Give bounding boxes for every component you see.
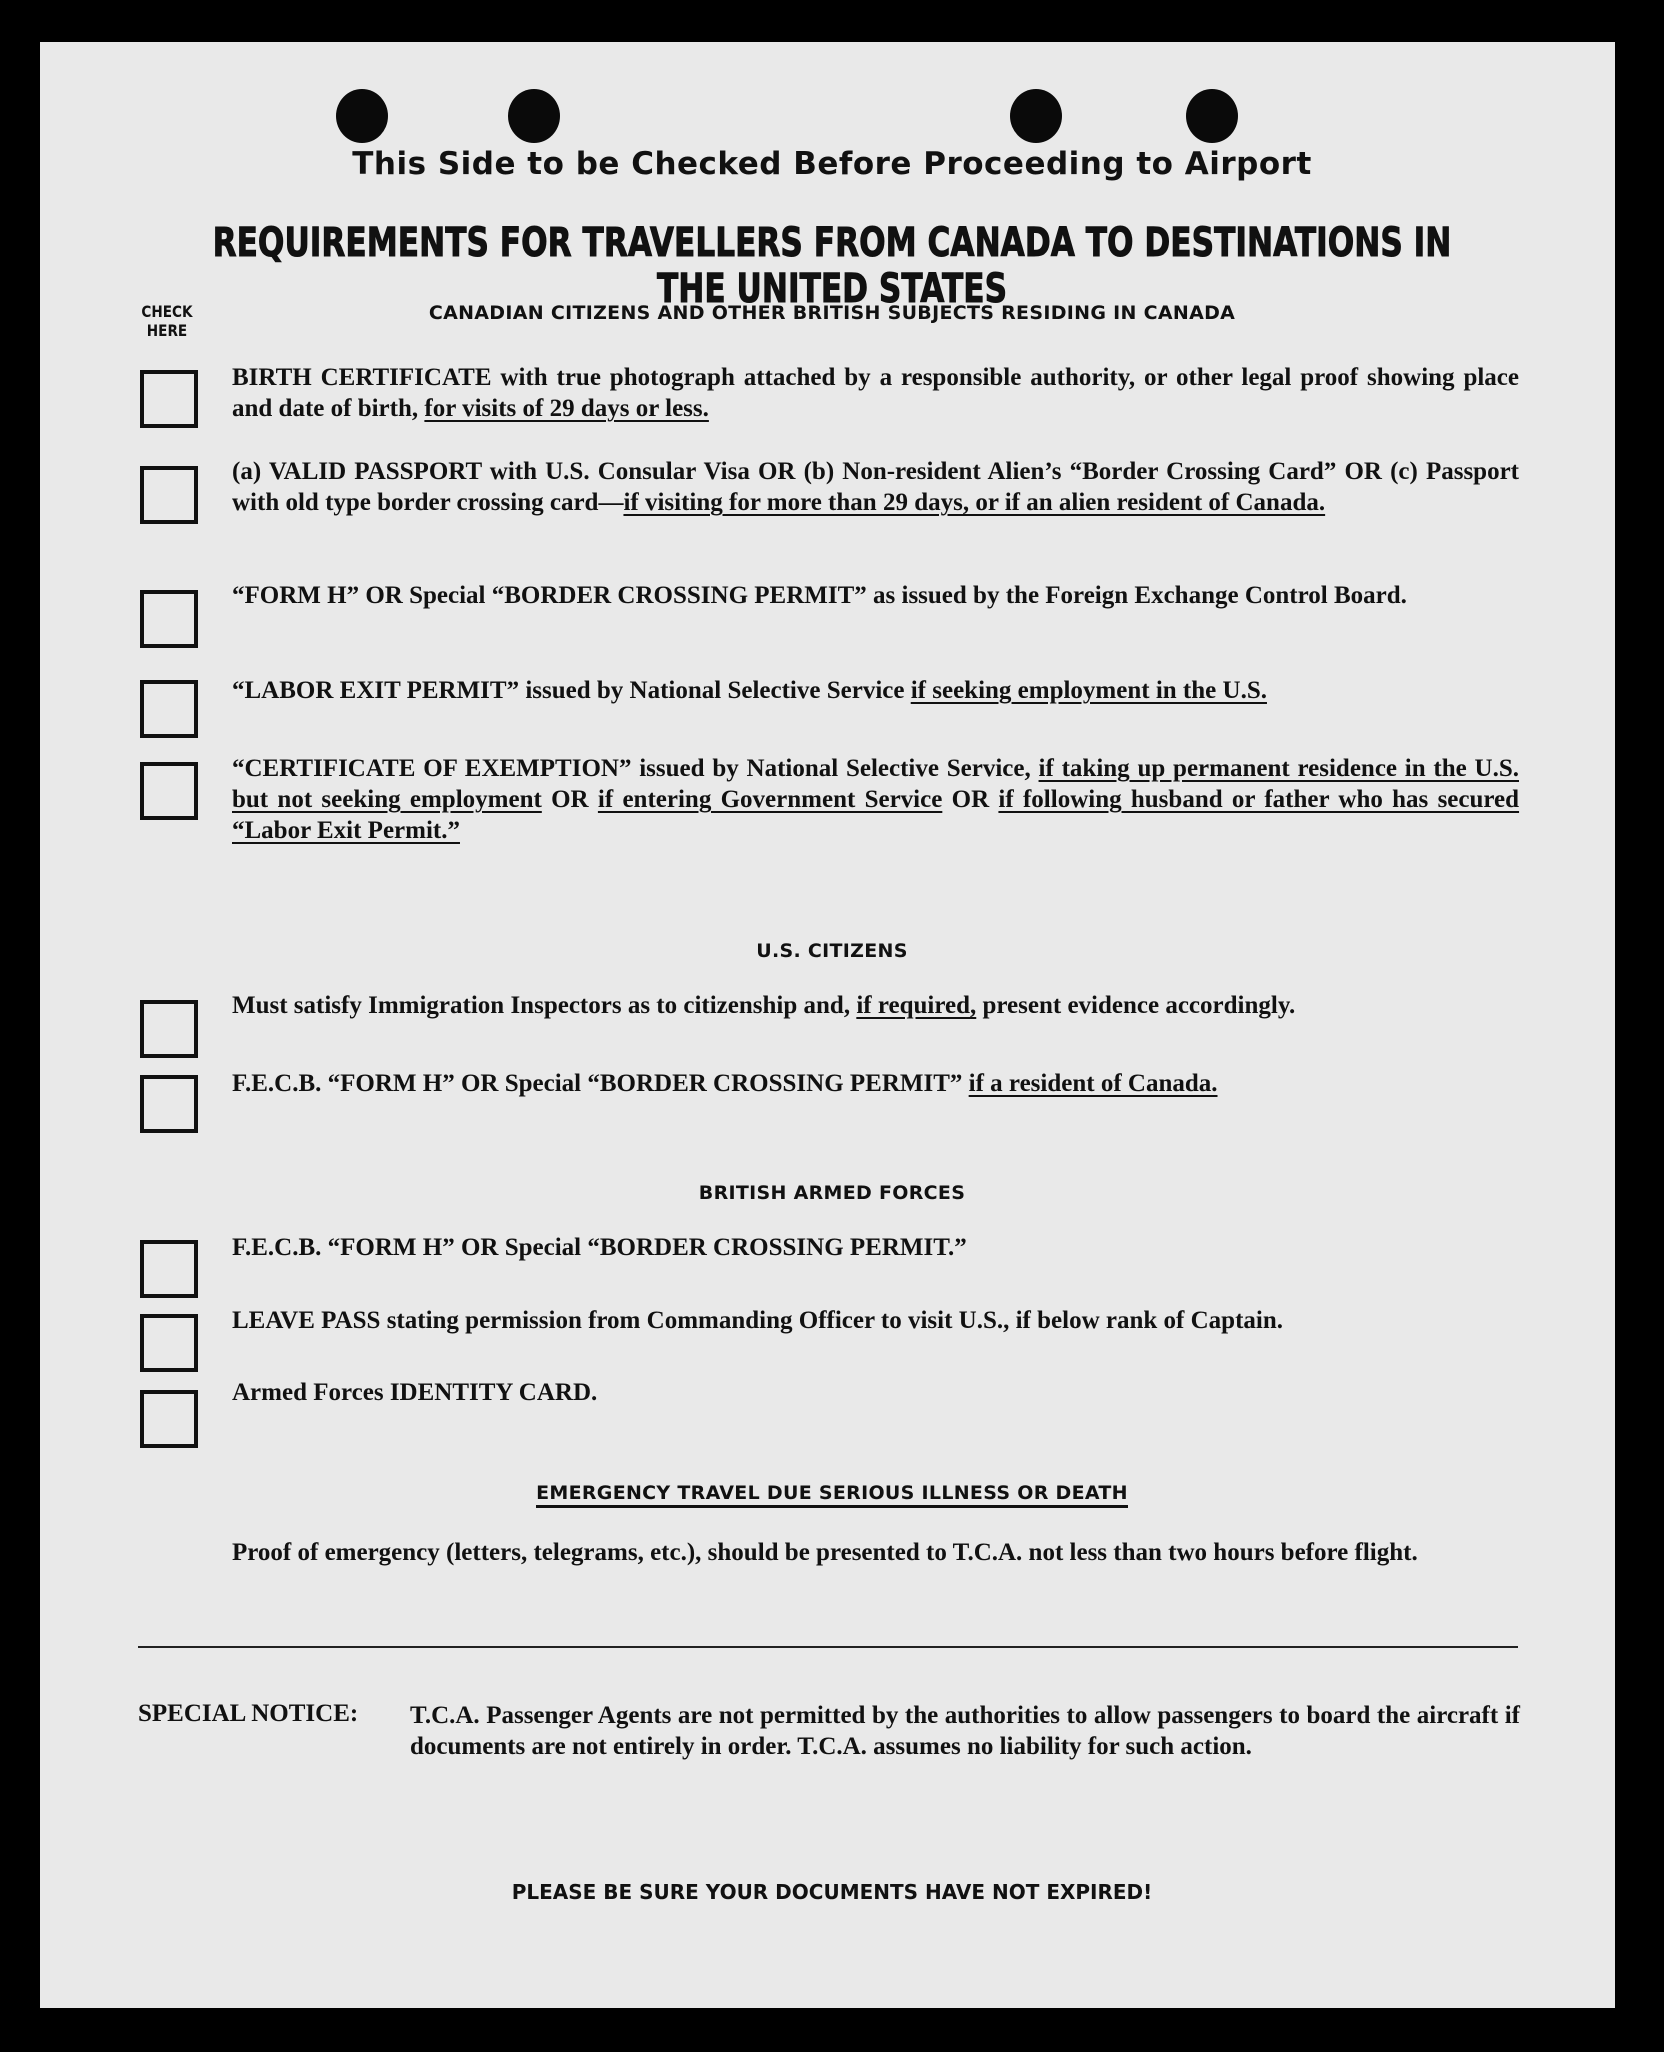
punch-hole — [508, 89, 560, 143]
text-segment: OR — [757, 458, 796, 485]
requirement-checkbox[interactable] — [140, 1000, 198, 1058]
underlined-text: if entering Government Service — [597, 786, 943, 813]
requirement-text — [232, 1068, 1519, 1099]
requirement-checkbox[interactable] — [140, 1075, 198, 1133]
requirement-checkbox[interactable] — [140, 590, 198, 648]
special-notice-text: T.C.A. Passenger Agents are not permitted by the authorities to allow passengers to board the aircraft if documents are not entirely in order. T.C.A. assumes no liability for such action. — [410, 1702, 1520, 1760]
underlined-text: for visits of 29 days or less. — [424, 395, 709, 422]
page-subtitle: This Side to be Checked Before Proceeding to Airport — [352, 146, 1312, 182]
requirement-checkbox[interactable] — [140, 466, 198, 524]
underlined-text: if taking up permanent residence in the U.S. but not seeking employment — [232, 755, 1519, 813]
underlined-text: if a resident of Canada. — [968, 1070, 1218, 1097]
section-heading-armed-forces: BRITISH ARMED FORCES — [698, 1182, 966, 1204]
text-segment — [542, 786, 551, 813]
underlined-text: if following husband or father who has secured “Labor Exit Permit.” — [232, 786, 1520, 844]
requirement-text — [232, 580, 1519, 611]
text-segment: Special “BORDER CROSSING PERMIT” — [498, 1070, 969, 1097]
section-heading-canadian: CANADIAN CITIZENS AND OTHER BRITISH SUBJECTS RESIDING IN CANADA — [428, 302, 1236, 324]
requirement-checkbox[interactable] — [140, 762, 198, 820]
text-segment: Special “BORDER CROSSING PERMIT.” — [498, 1234, 967, 1261]
text-segment: OR — [460, 1234, 499, 1261]
text-segment: BIRTH CERTIFICATE with true photograph attached by a responsible authority, or other legal proof showing place and date of birth, — [232, 364, 1519, 422]
punch-hole — [336, 89, 388, 143]
text-segment: Special “BORDER CROSSING PERMIT” as issued by the Foreign Exchange Control Board. — [402, 582, 1407, 609]
text-segment: LEAVE PASS stating permission from Commanding Officer to visit U.S., if below rank of Captain. — [232, 1307, 1283, 1334]
special-notice-label: SPECIAL NOTICE: — [138, 1700, 359, 1727]
requirement-text — [232, 990, 1519, 1021]
requirement-checkbox[interactable] — [140, 1314, 198, 1372]
requirement-text — [232, 1377, 1519, 1408]
text-segment — [942, 786, 951, 813]
text-segment: “CERTIFICATE OF EXEMPTION” issued by National Selective Service, — [232, 755, 1039, 782]
text-segment: Armed Forces IDENTITY CARD. — [232, 1379, 598, 1406]
text-segment: F.E.C.B. “FORM H” — [232, 1070, 461, 1097]
section-heading-emergency: EMERGENCY TRAVEL DUE SERIOUS ILLNESS OR DEATH — [0, 1482, 1664, 1504]
text-segment: present evidence accordingly. — [976, 992, 1296, 1019]
divider — [138, 1646, 1518, 1648]
requirement-checkbox[interactable] — [140, 370, 198, 428]
emergency-text: Proof of emergency (letters, telegrams, etc.), should be presented to T.C.A. not less than two hours before flight. — [232, 1539, 1418, 1566]
text-segment: Must satisfy Immigration Inspectors as to citizenship and, — [232, 992, 857, 1019]
text-segment: (c) Passport with old type border crossing card— — [232, 458, 1520, 516]
punch-hole — [1186, 89, 1238, 143]
expiry-warning: PLEASE BE SURE YOUR DOCUMENTS HAVE NOT EXPIRED! — [511, 1880, 1153, 1904]
requirement-checkbox[interactable] — [140, 1240, 198, 1298]
underlined-text: if seeking employment in the U.S. — [910, 677, 1267, 704]
requirement-checkbox[interactable] — [140, 1390, 198, 1448]
text-segment: (b) Non-resident Alien’s “Border Crossing Card” — [795, 458, 1345, 485]
requirement-text — [232, 362, 1519, 424]
text-segment: OR — [1344, 458, 1382, 485]
text-segment: (a) VALID PASSPORT with U.S. Consular Visa — [232, 458, 758, 485]
requirement-text — [232, 753, 1519, 846]
requirement-text — [232, 1305, 1519, 1336]
requirement-text — [232, 1232, 1519, 1263]
page-title: REQUIREMENTS FOR TRAVELLERS FROM CANADA TO DESTINATIONS IN THE UNITED STATES — [212, 220, 1452, 312]
requirement-text — [232, 456, 1519, 518]
text-segment: “LABOR EXIT PERMIT” issued by National Selective Service — [232, 677, 911, 704]
text-segment — [589, 786, 598, 813]
requirement-checkbox[interactable] — [140, 680, 198, 738]
punch-hole — [1010, 89, 1062, 143]
text-segment: OR — [551, 786, 589, 813]
text-segment: OR — [365, 582, 403, 609]
text-segment: “FORM H” — [232, 582, 366, 609]
underlined-text: if visiting for more than 29 days, or if an alien resident of Canada. — [623, 489, 1326, 516]
text-segment: F.E.C.B. “FORM H” — [232, 1234, 461, 1261]
text-segment: OR — [460, 1070, 499, 1097]
text-segment: OR — [951, 786, 990, 813]
underlined-text: if required, — [856, 992, 977, 1019]
requirement-text — [232, 675, 1519, 706]
section-heading-us: U.S. CITIZENS — [756, 940, 908, 962]
check-here-label: CHECK HERE — [141, 302, 193, 340]
